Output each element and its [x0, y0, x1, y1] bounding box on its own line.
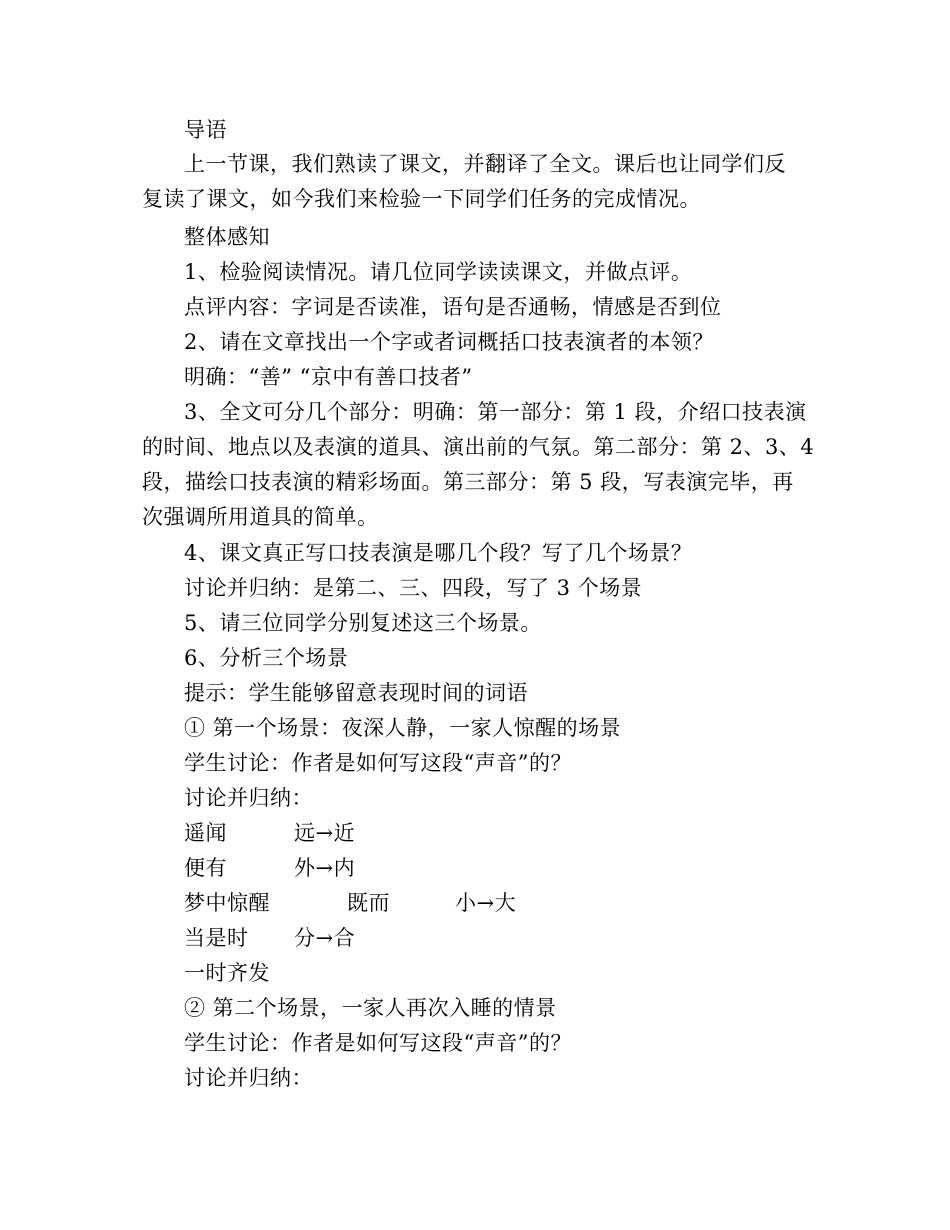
item-3-line-1: 3、全文可分几个部分：明确：第一部分：第 1 段，介绍口技表演 [184, 400, 807, 424]
scene-2-summary-label: 讨论并归纳： [184, 1066, 313, 1090]
item-4: 4、课文真正写口技表演是哪几个段？写了几个场景？ [184, 541, 693, 565]
table-r4-c2: 分→合 [294, 926, 356, 950]
heading-overview: 整体感知 [184, 225, 270, 249]
intro-paragraph-line-1: 上一节课，我们熟读了课文，并翻译了全文。课后也让同学们反 [184, 152, 786, 176]
table-r3-c2: 既而 [347, 891, 390, 915]
item-2-answer: 明确：“善” “京中有善口技者” [184, 365, 473, 389]
item-1: 1、检验阅读情况。请几位同学读读课文，并做点评。 [184, 260, 693, 284]
item-6: 6、分析三个场景 [184, 646, 349, 670]
table-r4-c1: 当是时 [184, 926, 249, 950]
scene-2-question: 学生讨论：作者是如何写这段“声音”的？ [184, 1031, 572, 1055]
item-1-note: 点评内容：字词是否读准，语句是否通畅，情感是否到位 [184, 295, 722, 319]
heading-intro: 导语 [184, 118, 227, 142]
table-r2-c2: 外→内 [294, 856, 356, 880]
scene-1-heading: ① 第一个场景：夜深人静，一家人惊醒的场景 [184, 716, 622, 740]
item-3-line-4: 次强调所用道具的简单。 [142, 505, 379, 529]
table-r2-c1: 便有 [184, 856, 227, 880]
hint: 提示：学生能够留意表现时间的词语 [184, 681, 528, 705]
table-r3-c3: 小→大 [455, 891, 517, 915]
scene-1-summary-label: 讨论并归纳： [184, 786, 313, 810]
item-3-line-3: 段，描绘口技表演的精彩场面。第三部分：第 5 段，写表演完毕，再 [142, 470, 794, 494]
item-4-answer: 讨论并归纳：是第二、三、四段，写了 3 个场景 [184, 576, 643, 600]
scene-1-question: 学生讨论：作者是如何写这段“声音”的？ [184, 751, 572, 775]
scene-2-heading: ② 第二个场景，一家人再次入睡的情景 [184, 996, 557, 1020]
table-r1-c1: 遥闻 [184, 821, 227, 845]
table-r5-c1: 一时齐发 [184, 961, 270, 985]
item-3-line-2: 的时间、地点以及表演的道具、演出前的气氛。第二部分：第 2、3、4 [142, 435, 815, 459]
intro-paragraph-line-2: 复读了课文，如今我们来检验一下同学们任务的完成情况。 [142, 187, 701, 211]
table-r3-c1: 梦中惊醒 [184, 891, 270, 915]
item-2: 2、请在文章找出一个字或者词概括口技表演者的本领？ [184, 330, 714, 354]
item-5: 5、请三位同学分别复述这三个场景。 [184, 611, 542, 635]
table-r1-c2: 远→近 [294, 821, 356, 845]
